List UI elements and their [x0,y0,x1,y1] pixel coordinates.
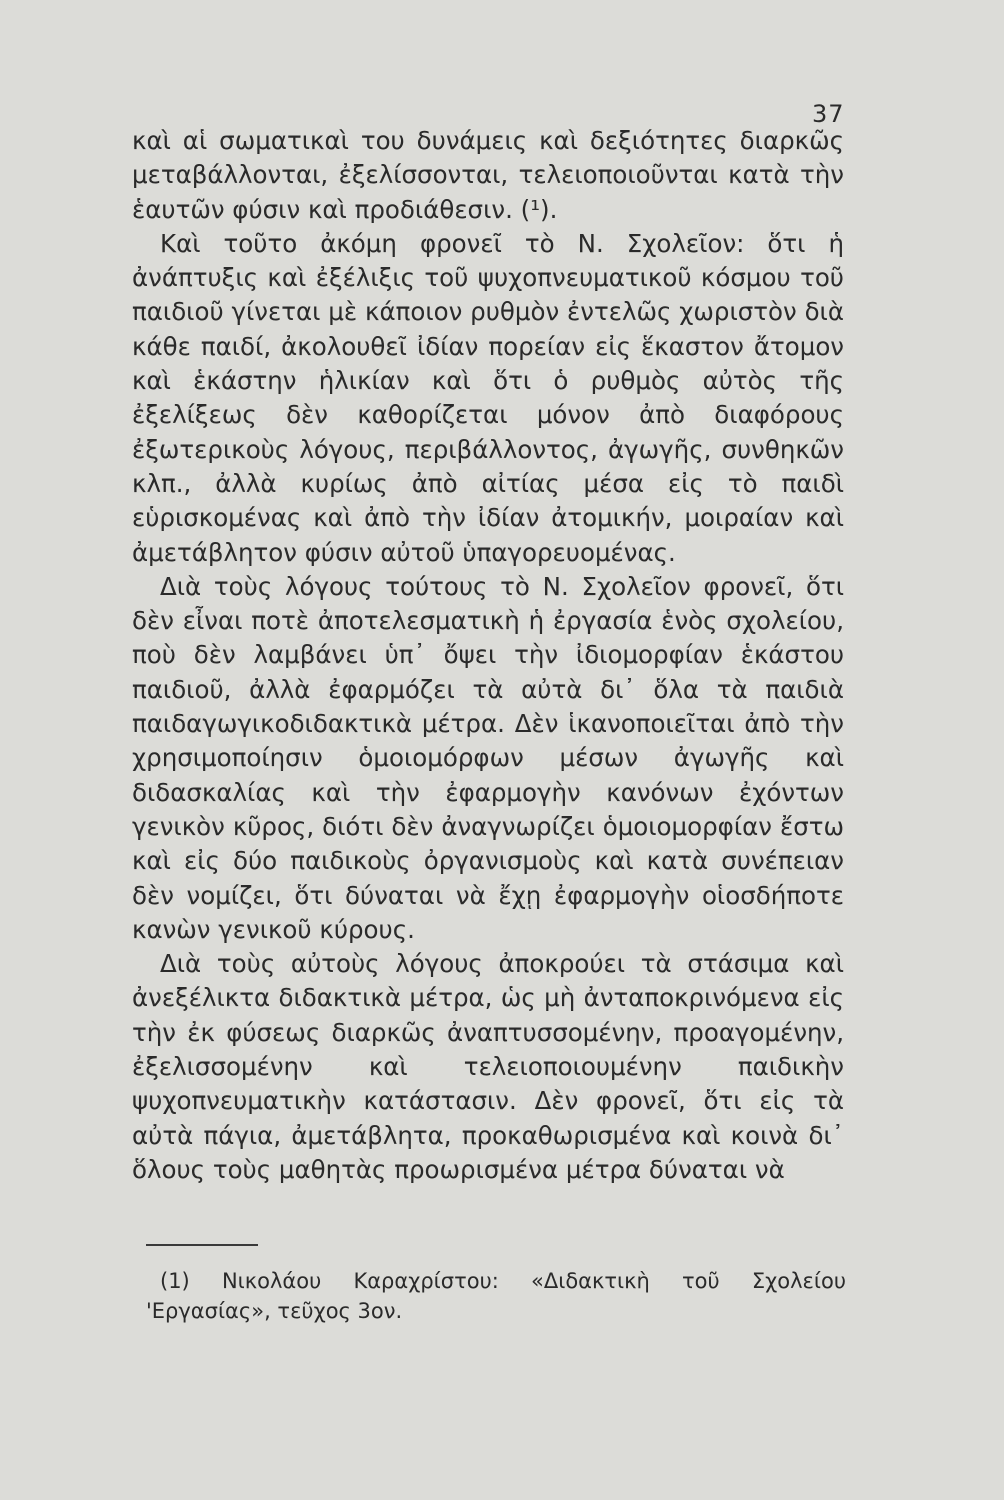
paragraph: Διὰ τοὺς αὐτοὺς λόγους ἀποκρούει τὰ στάσιμα καὶ ἀνεξέλικτα διδακτικὰ μέτρα, ὡς μὴ ἀνταποκρινόμενα εἰς τὴν ἐκ φύσεως διαρκῶς ἀναπτυσσομένην, προαγομένην, ἐξελισσομένην καὶ τελειοποιουμένην παιδικὴν ψυχοπνευματικὴν κατάστασιν. Δὲν φρονεῖ, ὅτι εἰς τὰ αὐτὰ πάγια, ἀμετάβλητα, προκαθωρισμένα καὶ κοινὰ δι᾽ ὅλους τοὺς μαθητὰς προωρισμένα μέτρα δύναται νὰ [132,949,844,1184]
paragraph: Διὰ τοὺς λόγους τούτους τὸ Ν. Σχολεῖον φρονεῖ, ὅτι δὲν εἶναι ποτὲ ἀποτελεσματικὴ ἡ ἐργασία ἑνὸς σχολείου, ποὺ δὲν λαμβάνει ὑπ᾽ ὄψει τὴν ἰδιομορφίαν ἑκάστου παιδιοῦ, ἀλλὰ ἐφαρμόζει τὰ αὐτὰ δι᾽ ὅλα τὰ παιδιὰ παιδαγωγικοδιδακτικὰ μέτρα. Δὲν ἱκανοποιεῖται ἀπὸ τὴν χρησιμοποίησιν ὁμοιομόρφων μέσων ἀγωγῆς καὶ διδασκαλίας καὶ τὴν ἐφαρμογὴν κανόνων ἐχόντων γενικὸν κῦρος, διότι δὲν ἀναγνωρίζει ὁμοιομορφίαν ἔστω καὶ εἰς δύο παιδικοὺς ὀργανισμοὺς καὶ κατὰ συνέπειαν δὲν νομίζει, ὅτι δύναται νὰ ἔχῃ ἐφαρμογὴν οἱοσδήποτε κανὼν γενικοῦ κύρους. [132,571,844,944]
paragraph: καὶ αἱ σωματικαὶ του δυνάμεις καὶ δεξιότητες διαρκῶς μεταβάλλονται, ἐξελίσσονται, τελειοποιοῦνται κατὰ τὴν ἑαυτῶν φύσιν καὶ προδιάθεσιν. (¹). [132,126,844,224]
footnote-divider [146,1244,258,1246]
footnote: (1) Νικολάου Καραχρίστου: «Διδακτικὴ τοῦ Σχολείου 'Εργασίας», τεῦχος 3ον. [146,1269,846,1323]
paragraph: Καὶ τοῦτο ἀκόμη φρονεῖ τὸ Ν. Σχολεῖον: ὅτι ἡ ἀνάπτυξις καὶ ἐξέλιξις τοῦ ψυχοπνευματικοῦ κόσμου τοῦ παιδιοῦ γίνεται μὲ κάποιον ρυθμὸν ἐντελῶς χωριστὸν διὰ κάθε παιδί, ἀκολουθεῖ ἰδίαν πορείαν εἰς ἕκαστον ἄτομον καὶ ἑκάστην ἡλικίαν καὶ ὅτι ὁ ρυθμὸς αὐτὸς τῆς ἐξελίξεως δὲν καθορίζεται μόνον ἀπὸ διαφόρους ἐξωτερικοὺς λόγους, περιβάλλοντος, ἀγωγῆς, συνθηκῶν κλπ., ἀλλὰ κυρίως ἀπὸ αἰτίας μέσα εἰς τὸ παιδὶ εὑρισκομένας καὶ ἀπὸ τὴν ἰδίαν ἀτομικήν, μοιραίαν καὶ ἀμετάβλητον φύσιν αὐτοῦ ὑπαγορευομένας. [132,228,844,567]
body-text [132,124,844,1187]
page-number: 37 [812,100,845,128]
